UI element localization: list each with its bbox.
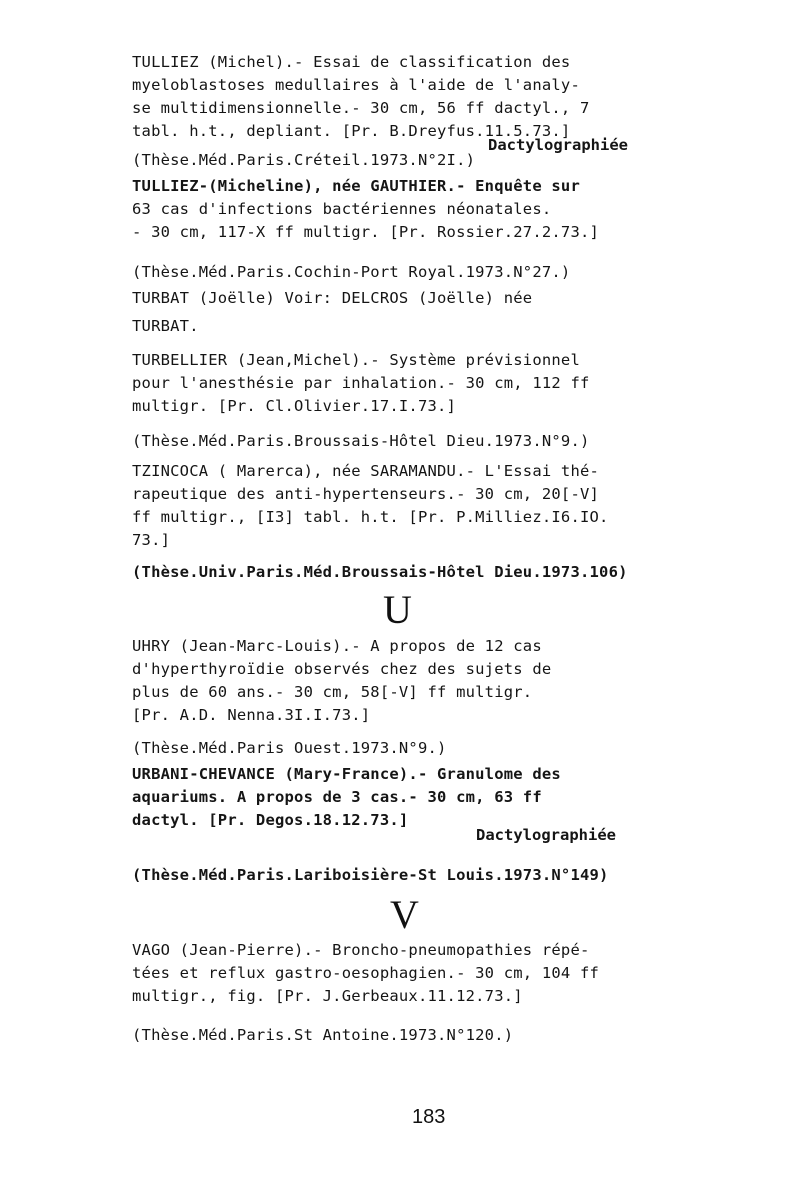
entry-line: ff multigr., [I3] tabl. h.t. [Pr. P.Milliez.I6.IO. [132,508,609,526]
entry-line: TZINCOCA ( Marerca), née SARAMANDU.- L'Essai thé- [132,462,600,480]
entry-line: myeloblastoses medullaires à l'aide de l'analy- [132,76,580,94]
page-number: 183 [412,1106,446,1128]
entry-line: URBANI-CHEVANCE (Mary-France).- Granulome des [132,765,561,783]
entry-line: multigr. [Pr. Cl.Olivier.17.I.73.] [132,397,457,415]
thesis-reference: (Thèse.Méd.Paris.Broussais-Hôtel Dieu.1973.N°9.) [132,432,590,450]
entry-line: tées et reflux gastro-oesophagien.- 30 cm, 104 ff [132,964,600,982]
entry-line: tabl. h.t., depliant. [Pr. B.Dreyfus.11.5.73.] [132,122,571,140]
entry-line: 73.] [132,531,171,549]
entry-line: pour l'anesthésie par inhalation.- 30 cm, 112 ff [132,374,590,392]
typescript-note: Dactylographiée [488,136,628,154]
entry-line: se multidimensionnelle.- 30 cm, 56 ff dactyl., 7 [132,99,590,117]
thesis-reference: (Thèse.Méd.Paris.St Antoine.1973.N°120.) [132,1026,514,1044]
entry-line: - 30 cm, 117-X ff multigr. [Pr. Rossier.27.2.73.] [132,223,600,241]
thesis-reference: (Thèse.Méd.Paris.Créteil.1973.N°2I.) [132,151,476,169]
entry-line: TULLIEZ-(Micheline), née GAUTHIER.- Enquête sur [132,177,580,195]
entry-line: 63 cas d'infections bactériennes néonatales. [132,200,552,218]
entry-line: TURBELLIER (Jean,Michel).- Système prévisionnel [132,351,580,369]
typescript-note: Dactylographiée [476,826,616,844]
entry-line: UHRY (Jean-Marc-Louis).- A propos de 12 cas [132,637,542,655]
entry-line: VAGO (Jean-Pierre).- Broncho-pneumopathies répé- [132,941,590,959]
entry-line: rapeutique des anti-hypertenseurs.- 30 cm, 20[-V] [132,485,600,503]
entry-line: TURBAT (Joëlle) Voir: DELCROS (Joëlle) née [132,289,533,307]
entry-line: plus de 60 ans.- 30 cm, 58[-V] ff multigr. [132,683,533,701]
thesis-reference: (Thèse.Méd.Paris.Cochin-Port Royal.1973.N°27.) [132,263,571,281]
section-letter: V [390,892,419,937]
entry-line: d'hyperthyroïdie observés chez des sujets de [132,660,552,678]
thesis-reference: (Thèse.Univ.Paris.Méd.Broussais-Hôtel Dieu.1973.106) [132,563,628,581]
thesis-reference: (Thèse.Méd.Paris Ouest.1973.N°9.) [132,739,447,757]
entry-line: aquariums. A propos de 3 cas.- 30 cm, 63 ff [132,788,542,806]
entry-line: dactyl. [Pr. Degos.18.12.73.] [132,811,409,829]
section-letter: U [383,587,412,632]
thesis-reference: (Thèse.Méd.Paris.Lariboisière-St Louis.1973.N°149) [132,866,609,884]
entry-line: [Pr. A.D. Nenna.3I.I.73.] [132,706,371,724]
entry-line: multigr., fig. [Pr. J.Gerbeaux.11.12.73.] [132,987,523,1005]
entry-line: TULLIEZ (Michel).- Essai de classification des [132,53,571,71]
entry-line: TURBAT. [132,317,199,335]
